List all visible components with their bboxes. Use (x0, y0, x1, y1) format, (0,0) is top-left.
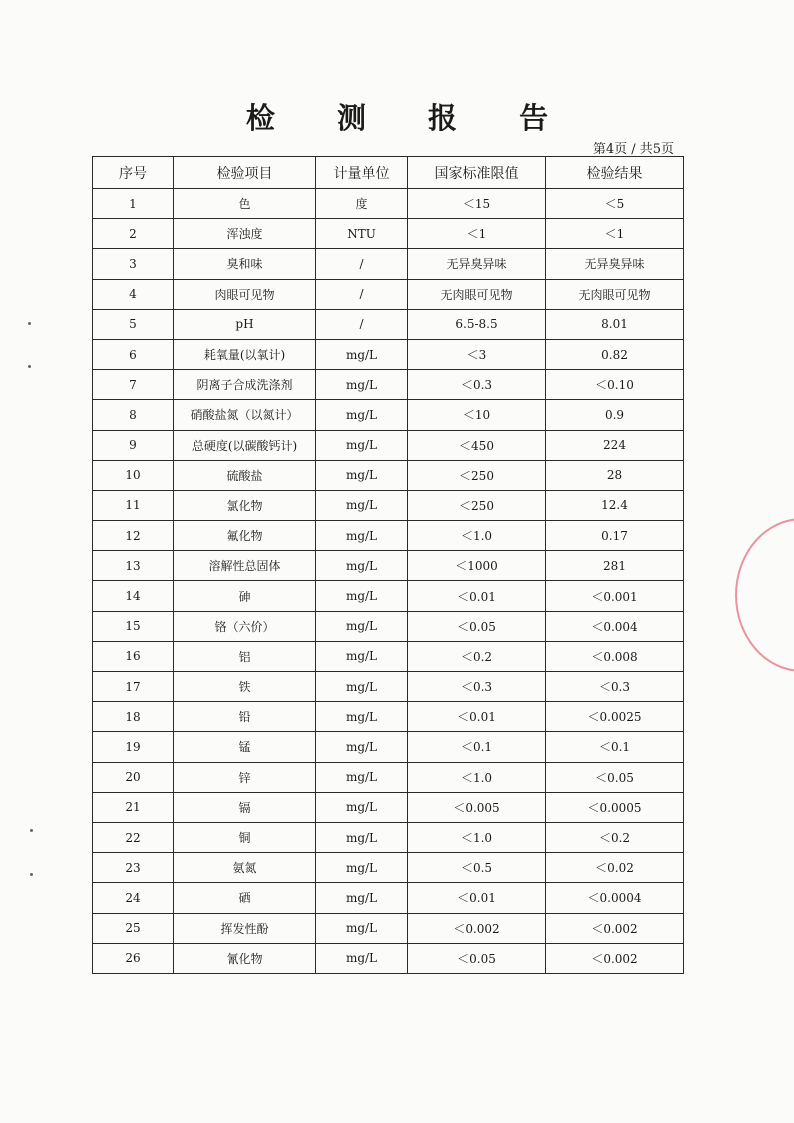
standard-limit: ＜250 (408, 490, 546, 520)
standard-limit: ＜0.2 (408, 641, 546, 671)
table-row (93, 581, 684, 611)
test-item: 锌 (174, 762, 316, 792)
unit: mg/L (316, 672, 408, 702)
test-item: 硫酸盐 (174, 460, 316, 490)
table-row (93, 400, 684, 430)
table-body (93, 189, 684, 974)
test-result: ＜0.008 (546, 641, 684, 671)
standard-limit: ＜0.1 (408, 732, 546, 762)
test-result: 无异臭异味 (546, 249, 684, 279)
row-index: 14 (93, 581, 174, 611)
test-item: 总硬度(以碳酸钙计) (174, 430, 316, 460)
test-item: 挥发性酚 (174, 913, 316, 943)
test-result: ＜0.1 (546, 732, 684, 762)
row-index: 21 (93, 792, 174, 822)
scan-speck (30, 829, 33, 832)
table-row (93, 943, 684, 973)
test-result: 0.82 (546, 339, 684, 369)
test-item: 臭和味 (174, 249, 316, 279)
test-item: 锰 (174, 732, 316, 762)
standard-limit: ＜0.5 (408, 853, 546, 883)
table-row (93, 822, 684, 852)
row-index: 16 (93, 641, 174, 671)
row-index: 22 (93, 822, 174, 852)
header-result: 检验结果 (546, 157, 684, 189)
unit: mg/L (316, 339, 408, 369)
test-result: ＜0.0004 (546, 883, 684, 913)
table-row (93, 702, 684, 732)
standard-limit: ＜1.0 (408, 762, 546, 792)
test-result: ＜0.3 (546, 672, 684, 702)
header-unit: 计量单位 (316, 157, 408, 189)
standard-limit: ＜1000 (408, 551, 546, 581)
table-row (93, 370, 684, 400)
row-index: 9 (93, 430, 174, 460)
test-item: 肉眼可见物 (174, 279, 316, 309)
standard-limit: ＜250 (408, 460, 546, 490)
test-item: 溶解性总固体 (174, 551, 316, 581)
table-row (93, 460, 684, 490)
row-index: 3 (93, 249, 174, 279)
scan-speck (30, 873, 33, 876)
row-index: 13 (93, 551, 174, 581)
standard-limit: 无异臭异味 (408, 249, 546, 279)
unit: / (316, 249, 408, 279)
unit: mg/L (316, 913, 408, 943)
test-result: 8.01 (546, 309, 684, 339)
test-result: 281 (546, 551, 684, 581)
table-row (93, 672, 684, 702)
test-item: 耗氧量(以氧计) (174, 339, 316, 369)
test-result: ＜0.0025 (546, 702, 684, 732)
row-index: 11 (93, 490, 174, 520)
test-result: ＜0.2 (546, 822, 684, 852)
row-index: 18 (93, 702, 174, 732)
row-index: 15 (93, 611, 174, 641)
row-index: 12 (93, 521, 174, 551)
unit: NTU (316, 219, 408, 249)
unit: / (316, 279, 408, 309)
table-row (93, 309, 684, 339)
unit: mg/L (316, 822, 408, 852)
test-item: 浑浊度 (174, 219, 316, 249)
header-index: 序号 (93, 157, 174, 189)
row-index: 1 (93, 189, 174, 219)
standard-limit: ＜450 (408, 430, 546, 460)
unit: mg/L (316, 792, 408, 822)
test-result: ＜0.002 (546, 913, 684, 943)
row-index: 23 (93, 853, 174, 883)
test-result: ＜0.001 (546, 581, 684, 611)
test-result: 0.17 (546, 521, 684, 551)
table-row (93, 611, 684, 641)
unit: mg/L (316, 732, 408, 762)
test-result: 无肉眼可见物 (546, 279, 684, 309)
test-item: 氰化物 (174, 943, 316, 973)
table-row (93, 430, 684, 460)
test-result: ＜0.02 (546, 853, 684, 883)
report-title: 检 测 报 告 (245, 101, 575, 135)
row-index: 20 (93, 762, 174, 792)
unit: mg/L (316, 883, 408, 913)
test-item: 铝 (174, 641, 316, 671)
test-result: ＜0.0005 (546, 792, 684, 822)
table-row (93, 219, 684, 249)
row-index: 8 (93, 400, 174, 430)
test-result: ＜0.05 (546, 762, 684, 792)
row-index: 7 (93, 370, 174, 400)
unit: mg/L (316, 551, 408, 581)
standard-limit: ＜0.05 (408, 943, 546, 973)
unit: mg/L (316, 460, 408, 490)
test-item: 阴离子合成洗涤剂 (174, 370, 316, 400)
test-item: 氟化物 (174, 521, 316, 551)
table-row (93, 249, 684, 279)
standard-limit: ＜0.3 (408, 370, 546, 400)
row-index: 26 (93, 943, 174, 973)
row-index: 17 (93, 672, 174, 702)
standard-limit: ＜1 (408, 219, 546, 249)
test-item: 氨氮 (174, 853, 316, 883)
table-row (93, 279, 684, 309)
unit: mg/L (316, 702, 408, 732)
unit: mg/L (316, 490, 408, 520)
red-seal-stamp (735, 518, 794, 672)
standard-limit: ＜15 (408, 189, 546, 219)
row-index: 10 (93, 460, 174, 490)
standard-limit: ＜0.01 (408, 702, 546, 732)
table-row (93, 883, 684, 913)
table-row (93, 490, 684, 520)
test-item: 镉 (174, 792, 316, 822)
test-result: 224 (546, 430, 684, 460)
unit: mg/L (316, 521, 408, 551)
test-item: 砷 (174, 581, 316, 611)
table-row (93, 913, 684, 943)
test-result: ＜0.004 (546, 611, 684, 641)
standard-limit: ＜1.0 (408, 822, 546, 852)
unit: mg/L (316, 641, 408, 671)
row-index: 24 (93, 883, 174, 913)
row-index: 6 (93, 339, 174, 369)
unit: mg/L (316, 853, 408, 883)
test-item: 铬（六价） (174, 611, 316, 641)
standard-limit: 6.5-8.5 (408, 309, 546, 339)
table-row (93, 853, 684, 883)
scan-speck (28, 322, 31, 325)
standard-limit: ＜0.01 (408, 581, 546, 611)
standard-limit: ＜0.3 (408, 672, 546, 702)
standard-limit: ＜10 (408, 400, 546, 430)
standard-limit: ＜3 (408, 339, 546, 369)
test-item: 铅 (174, 702, 316, 732)
table-row (93, 641, 684, 671)
unit: mg/L (316, 762, 408, 792)
table-row (93, 339, 684, 369)
test-result: 12.4 (546, 490, 684, 520)
test-result: ＜1 (546, 219, 684, 249)
test-item: 硝酸盐氮（以氮计） (174, 400, 316, 430)
standard-limit: 无肉眼可见物 (408, 279, 546, 309)
table-row (93, 189, 684, 219)
scan-speck (28, 365, 31, 368)
test-result: ＜0.10 (546, 370, 684, 400)
results-table (92, 156, 684, 974)
table-row (93, 551, 684, 581)
unit: mg/L (316, 581, 408, 611)
test-result: 0.9 (546, 400, 684, 430)
standard-limit: ＜1.0 (408, 521, 546, 551)
test-result: ＜0.002 (546, 943, 684, 973)
table-header-row (93, 157, 684, 189)
row-index: 25 (93, 913, 174, 943)
table-row (93, 732, 684, 762)
header-item: 检验项目 (174, 157, 316, 189)
row-index: 4 (93, 279, 174, 309)
header-limit: 国家标准限值 (408, 157, 546, 189)
row-index: 2 (93, 219, 174, 249)
standard-limit: ＜0.05 (408, 611, 546, 641)
test-item: 铁 (174, 672, 316, 702)
standard-limit: ＜0.01 (408, 883, 546, 913)
row-index: 19 (93, 732, 174, 762)
unit: 度 (316, 189, 408, 219)
table-row (93, 792, 684, 822)
unit: mg/L (316, 400, 408, 430)
test-item: 氯化物 (174, 490, 316, 520)
test-item: pH (174, 309, 316, 339)
table-row (93, 762, 684, 792)
unit: mg/L (316, 370, 408, 400)
unit: mg/L (316, 611, 408, 641)
unit: mg/L (316, 943, 408, 973)
test-item: 色 (174, 189, 316, 219)
standard-limit: ＜0.002 (408, 913, 546, 943)
page-number: 第4页 / 共5页 (592, 142, 674, 157)
unit: mg/L (316, 430, 408, 460)
test-item: 铜 (174, 822, 316, 852)
unit: / (316, 309, 408, 339)
test-item: 硒 (174, 883, 316, 913)
test-result: 28 (546, 460, 684, 490)
table-row (93, 521, 684, 551)
standard-limit: ＜0.005 (408, 792, 546, 822)
row-index: 5 (93, 309, 174, 339)
test-result: ＜5 (546, 189, 684, 219)
